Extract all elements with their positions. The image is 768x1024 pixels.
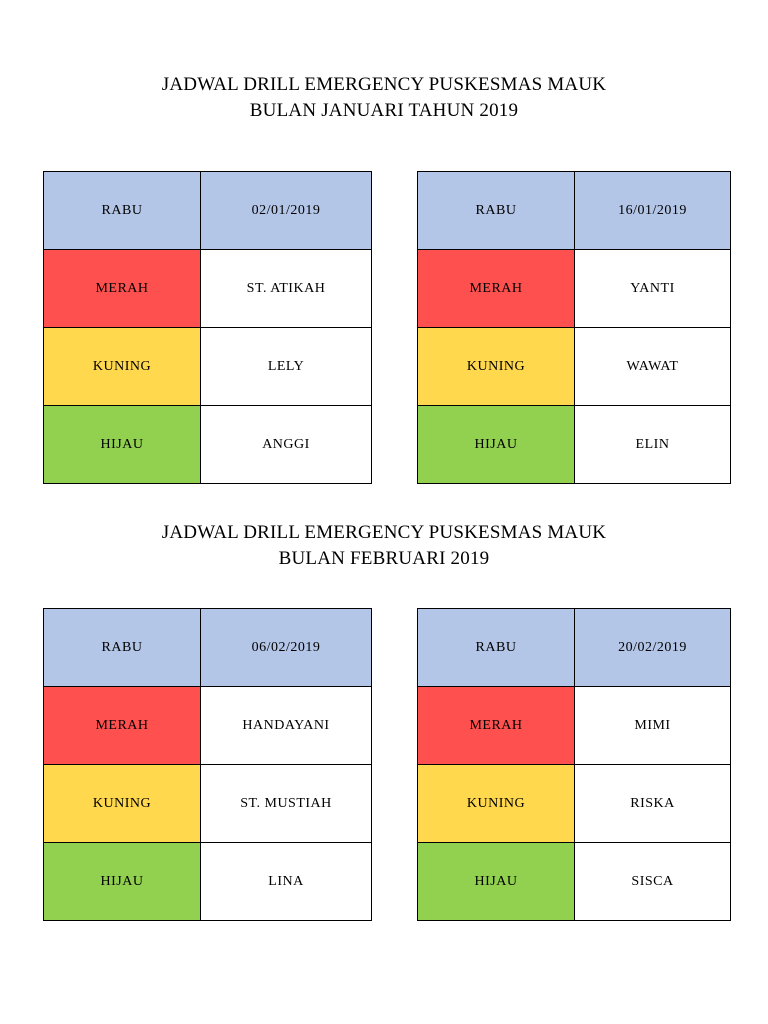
hijau-name: LINA: [201, 843, 372, 921]
day-cell: RABU: [44, 172, 201, 250]
table-row: [418, 406, 731, 484]
kuning-name: RISKA: [575, 765, 731, 843]
table-row: [418, 328, 731, 406]
table-row: [44, 843, 372, 921]
hijau-label: HIJAU: [44, 843, 201, 921]
table-row: [44, 250, 372, 328]
merah-label: MERAH: [418, 250, 575, 328]
february-heading: [0, 520, 768, 572]
january-title-line2: BULAN JANUARI TAHUN 2019: [249, 100, 519, 121]
table-row: [44, 172, 372, 250]
kuning-label: KUNING: [44, 765, 201, 843]
kuning-label: KUNING: [44, 328, 201, 406]
date-cell: 02/01/2019: [201, 172, 372, 250]
merah-label: MERAH: [44, 687, 201, 765]
table-row: [418, 687, 731, 765]
hijau-label: HIJAU: [418, 843, 575, 921]
february-title-line1: JADWAL DRILL EMERGENCY PUSKESMAS MAUK: [161, 522, 607, 543]
table-row: [44, 687, 372, 765]
schedule-table-feb-2: [417, 608, 731, 921]
merah-label: MERAH: [44, 250, 201, 328]
merah-name: MIMI: [575, 687, 731, 765]
january-heading: [0, 72, 768, 124]
february-title-line2: BULAN FEBRUARI 2019: [278, 548, 490, 569]
date-cell: 06/02/2019: [201, 609, 372, 687]
day-cell: RABU: [418, 172, 575, 250]
date-cell: 20/02/2019: [575, 609, 731, 687]
table-row: [44, 406, 372, 484]
table-row: [418, 250, 731, 328]
kuning-label: KUNING: [418, 765, 575, 843]
merah-name: ST. ATIKAH: [201, 250, 372, 328]
table-row: [44, 765, 372, 843]
merah-name: HANDAYANI: [201, 687, 372, 765]
schedule-table-jan-2: [417, 171, 731, 484]
hijau-name: SISCA: [575, 843, 731, 921]
schedule-table-feb-1: [43, 608, 372, 921]
table-row: [418, 765, 731, 843]
date-cell: 16/01/2019: [575, 172, 731, 250]
merah-name: YANTI: [575, 250, 731, 328]
kuning-label: KUNING: [418, 328, 575, 406]
kuning-name: ST. MUSTIAH: [201, 765, 372, 843]
table-row: [418, 172, 731, 250]
kuning-name: LELY: [201, 328, 372, 406]
table-row: [44, 609, 372, 687]
table-row: [44, 328, 372, 406]
schedule-table-jan-1: [43, 171, 372, 484]
january-title-line1: JADWAL DRILL EMERGENCY PUSKESMAS MAUK: [161, 74, 607, 95]
hijau-name: ANGGI: [201, 406, 372, 484]
day-cell: RABU: [44, 609, 201, 687]
day-cell: RABU: [418, 609, 575, 687]
hijau-name: ELIN: [575, 406, 731, 484]
merah-label: MERAH: [418, 687, 575, 765]
table-row: [418, 609, 731, 687]
hijau-label: HIJAU: [418, 406, 575, 484]
hijau-label: HIJAU: [44, 406, 201, 484]
table-row: [418, 843, 731, 921]
kuning-name: WAWAT: [575, 328, 731, 406]
